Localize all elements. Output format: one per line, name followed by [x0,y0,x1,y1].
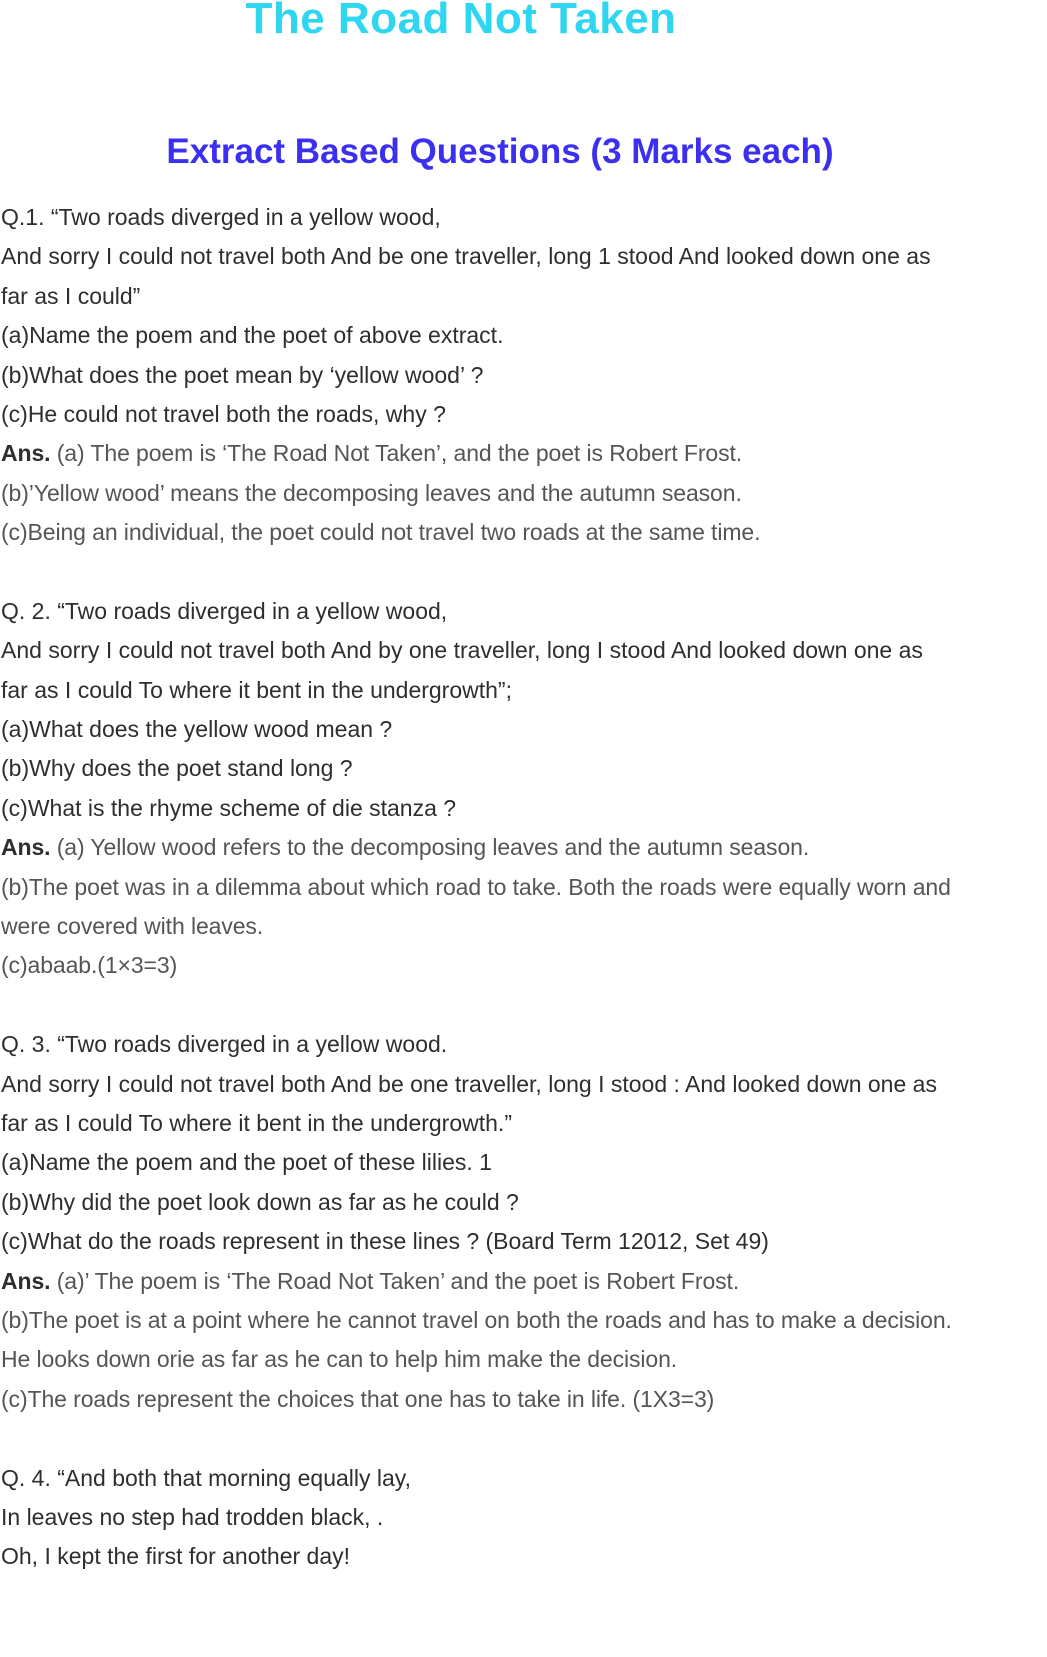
questions-content [1,198,1047,1577]
question-line: Q.1. “Two roads diverged in a yellow wood, [1,204,441,230]
question-line: And sorry I could not travel both And by one traveller, long I stood And looked down one as [1,637,923,664]
question-line: Q. 4. “And both that morning equally lay, [1,1464,411,1491]
question-line: (c)He could not travel both the roads, why ? [1,400,446,427]
question-block [1,592,1047,986]
answer-label: Ans. [1,440,51,467]
answer-line [1,1262,1047,1301]
answer-text: (a)’ The poem is ‘The Road Not Taken’ and the poet is Robert Frost. [50,1267,740,1294]
answer-text: (a) The poem is ‘The Road Not Taken’, and the poet is Robert Frost. [50,440,743,467]
question-line: (b)Why did the poet look down as far as he could ? [1,1188,519,1215]
question-line: (a)What does the yellow wood mean ? [1,716,393,743]
answer-line: (b)’Yellow wood’ means the decomposing leaves and the autumn season. [1,479,742,506]
answer-line [1,434,1047,473]
answer-line: were covered with leaves. [1,913,264,940]
question-line: (b)Why does the poet stand long ? [1,755,353,782]
question-line: far as I could To where it bent in the undergrowth”; [1,676,512,703]
question-line: And sorry I could not travel both And be one traveller, long I stood : And looked down one as [1,1070,937,1097]
answer-label: Ans. [1,1267,51,1294]
answer-text: (a) Yellow wood refers to the decomposing leaves and the autumn season. [50,834,810,861]
page-title: The Road Not Taken [245,0,677,43]
question-line: Q. 2. “Two roads diverged in a yellow wood, [1,597,448,624]
question-block [1,198,1047,553]
answer-line [1,828,1047,867]
section-heading: Extract Based Questions (3 Marks each) [166,132,834,171]
question-line: (a)Name the poem and the poet of above extract. [1,322,504,349]
question-line: Q. 3. “Two roads diverged in a yellow wood. [1,1031,448,1058]
answer-line: (c)abaab.(1×3=3) [1,952,178,979]
answer-line: (c)The roads represent the choices that one has to take in life. (1X3=3) [1,1385,715,1412]
question-block [1,1459,1047,1577]
question-line: Oh, I kept the first for another day! [1,1543,351,1570]
answer-line: He looks down orie as far as he can to help him make the decision. [1,1346,678,1373]
question-block [1,1025,1047,1419]
question-line: far as I could To where it bent in the undergrowth.” [1,1109,512,1136]
question-line: (c)What is the rhyme scheme of die stanza ? [1,794,457,821]
spacer [1,1419,1047,1458]
question-line: In leaves no step had trodden black, . [1,1503,384,1530]
spacer [1,553,1047,592]
spacer [1,986,1047,1025]
question-line: (b)What does the poet mean by ‘yellow wood’ ? [1,361,484,388]
answer-line: (c)Being an individual, the poet could not travel two roads at the same time. [1,519,761,546]
question-line: (c)What do the roads represent in these lines ? (Board Term 12012, Set 49) [1,1228,769,1255]
answer-line: (b)The poet was in a dilemma about which road to take. Both the roads were equally worn and [1,873,951,900]
question-line: And sorry I could not travel both And be one traveller, long 1 stood And looked down one as [1,243,931,270]
question-line: far as I could” [1,282,141,309]
answer-label: Ans. [1,834,51,861]
question-line: (a)Name the poem and the poet of these lilies. 1 [1,1149,492,1176]
answer-line: (b)The poet is at a point where he cannot travel on both the roads and has to make a decision. [1,1306,952,1333]
